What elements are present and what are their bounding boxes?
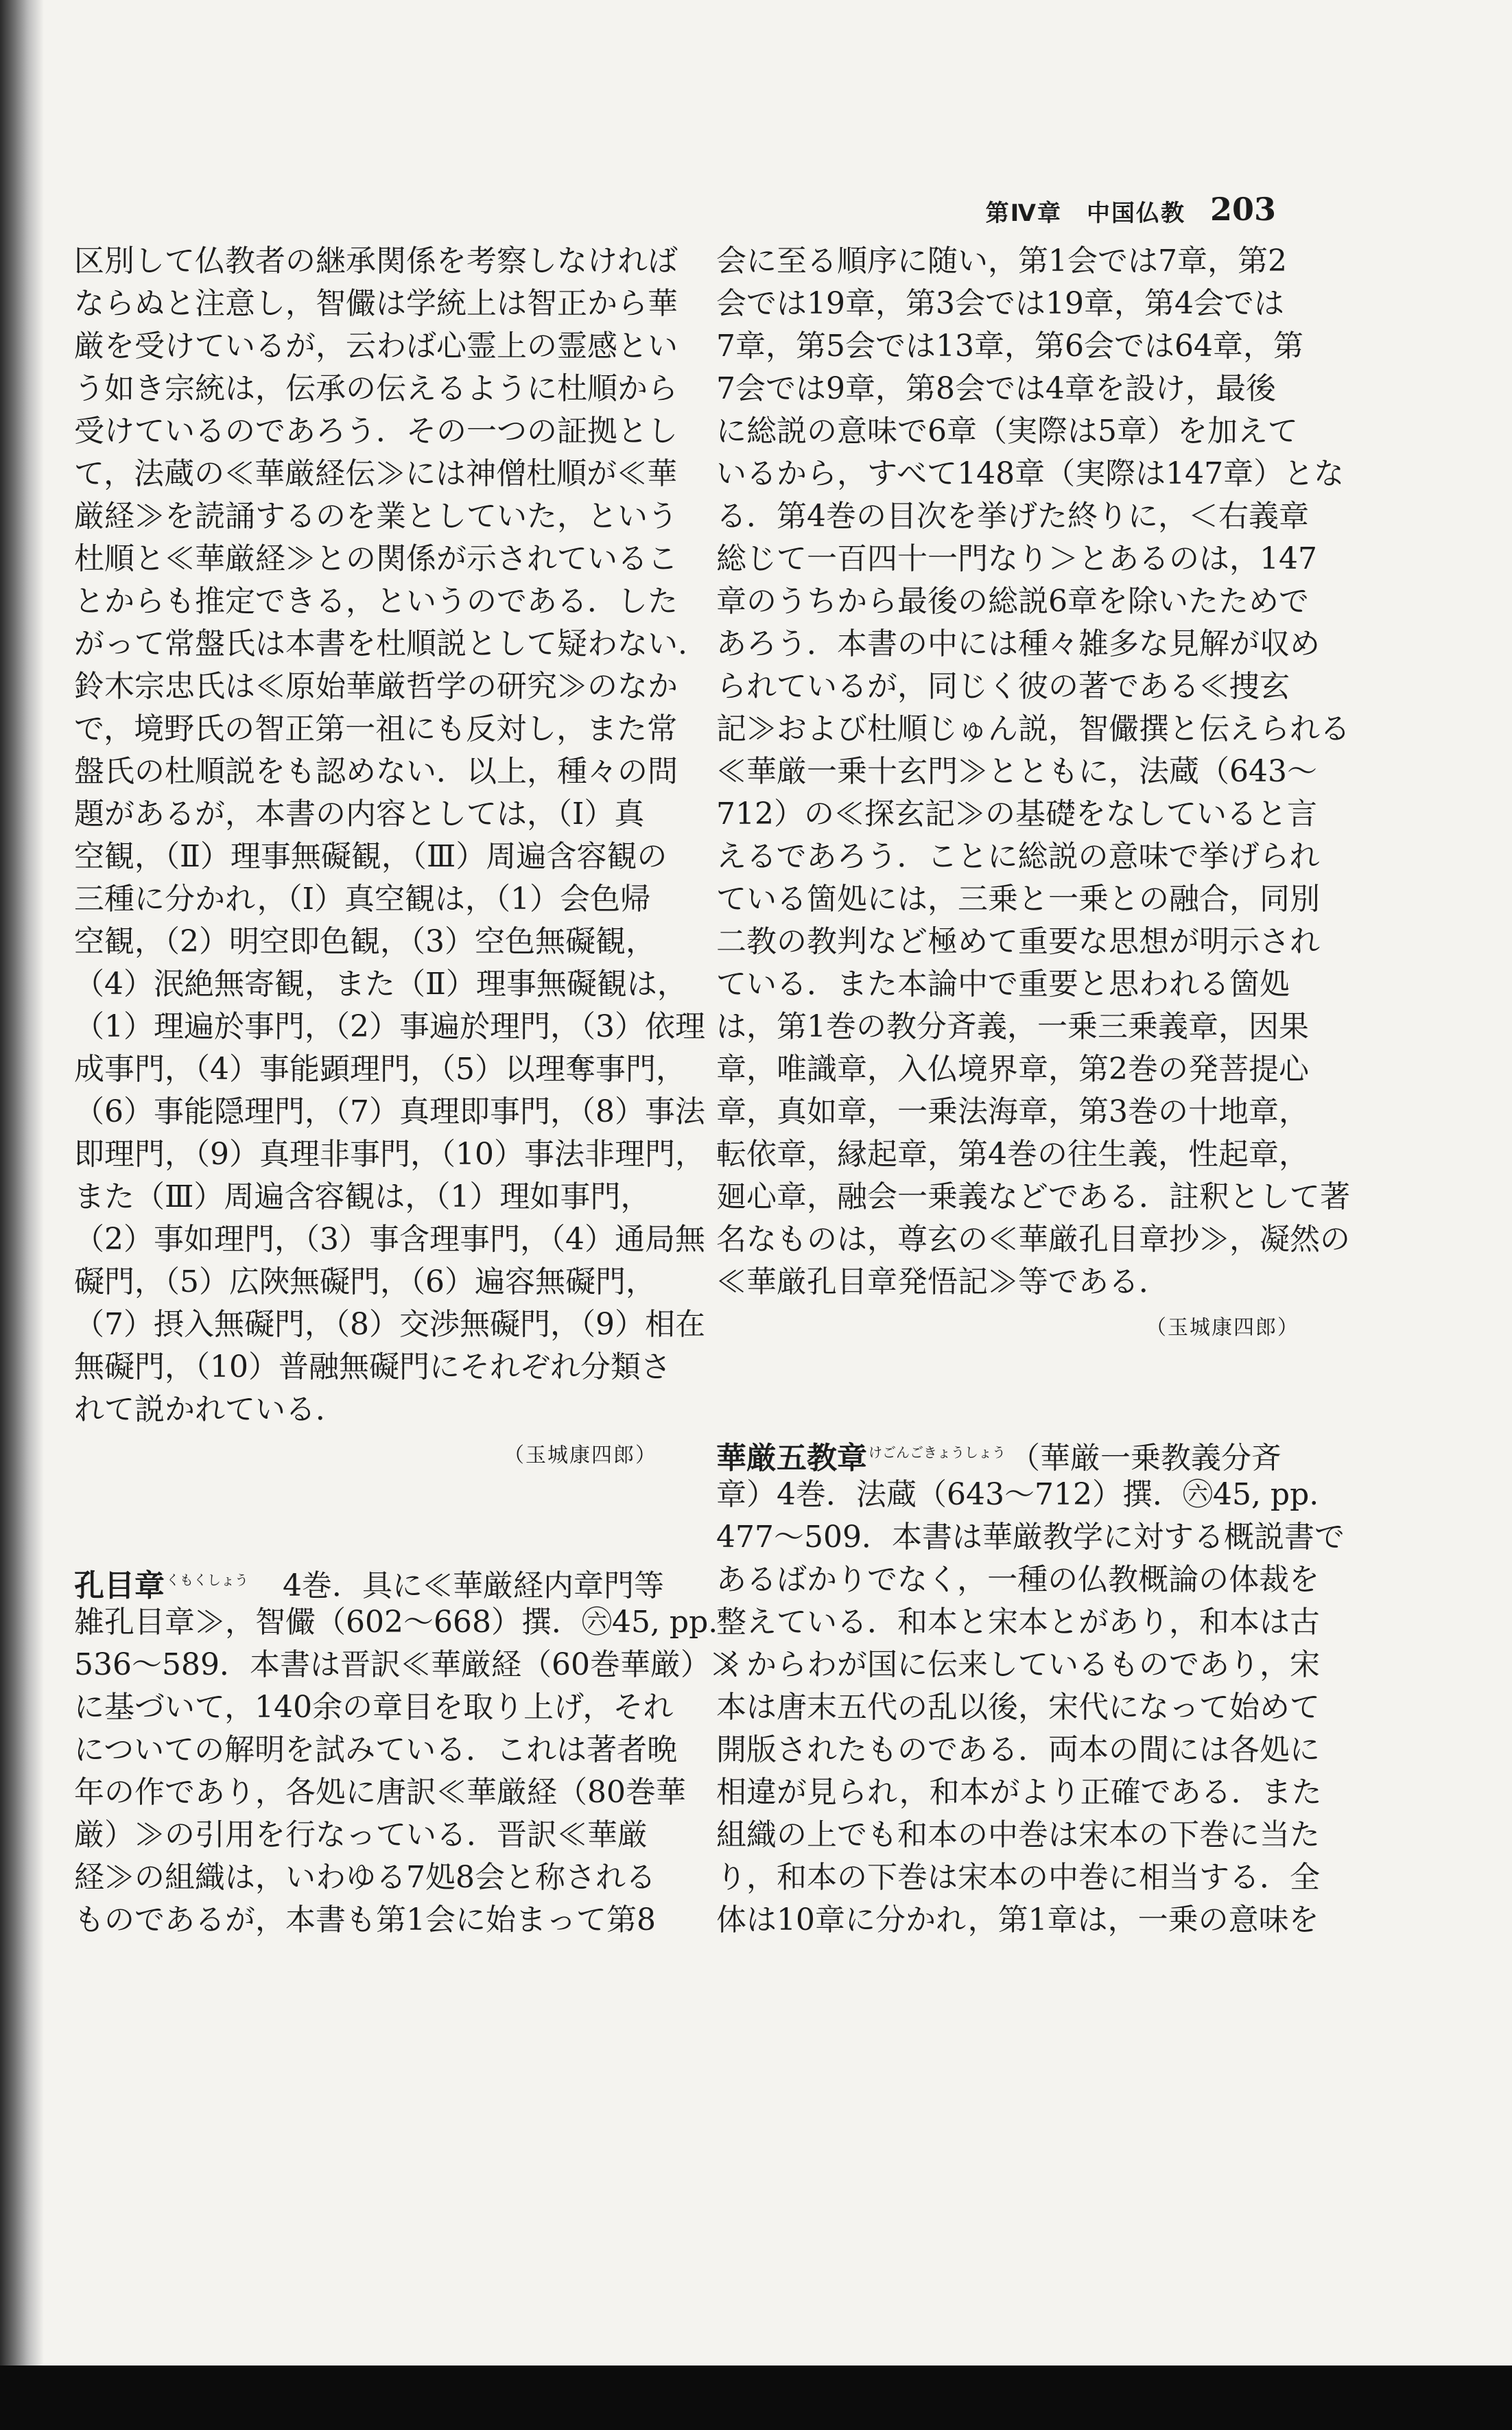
left-column (74, 240, 741, 1942)
signature-right (716, 1304, 1299, 1346)
text-line: 厳経≫を読誦するのを業としていた，という (74, 499, 678, 534)
left-paragraph-2 (74, 1601, 741, 1942)
text-line: （1）理遍於事門，（2）事遍於理門，（3）依理 (74, 1009, 705, 1044)
text-line: ものであるが，本書も第1会に始まって第8 (74, 1902, 656, 1937)
text-line: ≪華厳一乗十玄門≫とともに，法蔵（643～ (716, 754, 1317, 789)
right-paragraph-1 (716, 240, 1350, 1304)
text-line: 三種に分かれ，（Ⅰ）真空観は，（1）会色帰 (74, 882, 651, 917)
author-signature: （玉城康四郎） (1146, 1316, 1299, 1340)
text-line: 相違が見られ，和本がより正確である．また (716, 1775, 1322, 1810)
text-line: に総説の意味で6章（実際は5章）を加えて (716, 414, 1298, 449)
text-line: 712）の≪探玄記≫の基礎をなしていると言 (716, 797, 1317, 831)
text-line: 477～509．本書は華厳教学に対する概説書で (716, 1520, 1345, 1555)
text-line: （4）泯絶無寄観，また（Ⅱ）理事無礙観は， (74, 967, 687, 1002)
text-line: 空観，（Ⅱ）理事無礙観，（Ⅲ）周遍含容観の (74, 839, 668, 874)
text-line: 名なものは，尊玄の≪華厳孔目章抄≫，凝然の (716, 1222, 1350, 1257)
text-line: 空観，（2）明空即色観，（3）空色無礙観， (74, 924, 656, 959)
text-line: 盤氏の杜順説をも認めない．以上，種々の問 (74, 754, 678, 789)
entry-heading-kegon-gokyosho (716, 1431, 1299, 1474)
text-line: とからも推定できる，というのである．した (74, 584, 678, 619)
text-line: 記≫および杜順じゅん説，智儼撰と伝えられる (716, 711, 1350, 746)
text-line: ≪華厳孔目章発悟記≫等である． (716, 1264, 1169, 1299)
text-line: 総じて一百四十一門なり＞とあるのは，147 (716, 541, 1317, 576)
text-line: 7会では9章，第8会では4章を設け，最後 (716, 371, 1276, 406)
running-header (892, 180, 1276, 228)
entry-title: 孔目章 (74, 1568, 165, 1603)
text-line: （6）事能隠理門，（7）真理即事門，（8）事法 (74, 1094, 705, 1129)
text-line: 題があるが，本書の内容としては，（Ⅰ）真 (74, 797, 645, 831)
text-line: 即理門，（9）真理非事門，（10）事法非理門， (74, 1137, 705, 1172)
text-line: 年の作であり，各処に唐訳≪華厳経（80巻華 (74, 1775, 686, 1810)
text-line: 章のうちから最後の総説6章を除いたためで (716, 584, 1309, 619)
text-line: 7章，第5会では13章，第6会では64章，第 (716, 329, 1303, 364)
text-line: がって常盤氏は本書を杜順説として疑わない. (74, 626, 687, 661)
text-line: 二教の教判など極めて重要な思想が明示され (716, 924, 1320, 959)
text-line: 会では19章，第3会では19章，第4会では (716, 286, 1284, 321)
right-column (716, 240, 1350, 1942)
author-signature: （玉城康四郎） (504, 1443, 657, 1467)
entry-gap (74, 1474, 657, 1559)
text-line: いるから，すべて148章（実際は147章）とな (716, 456, 1345, 491)
left-paragraph-1 (74, 240, 705, 1431)
text-line: えるであろう．ことに総説の意味で挙げられ (716, 839, 1320, 874)
chapter-title: 第Ⅳ章 中国仏教 (985, 200, 1185, 227)
scan-binding-shadow (0, 0, 44, 2430)
text-line: あるばかりでなく，一種の仏教概論の体裁を (716, 1562, 1320, 1597)
text-line: あろう．本書の中には種々雑多な見解が収め (716, 626, 1320, 661)
text-line: 成事門，（4）事能顕理門，（5）以理奪事門， (74, 1052, 686, 1087)
entry-ruby: けごんごきょうしょう (869, 1444, 1006, 1461)
text-line: は，第1巻の教分斉義，一乗三乗義章，因果 (716, 1009, 1309, 1044)
text-line: 礙門，（5）広陜無礙門，（6）遍容無礙門， (74, 1264, 656, 1299)
text-line: に基づいて，140余の章目を取り上げ，それ (74, 1690, 674, 1725)
text-line: 会に至る順序に随い，第1会では7章，第2 (716, 244, 1287, 279)
right-paragraph-2 (716, 1474, 1345, 1942)
text-line: 厳）≫の引用を行なっている．晋訳≪華厳 (74, 1817, 648, 1852)
text-line: 章）4巻．法蔵（643～712）撰．㊅45, pp. (716, 1477, 1319, 1512)
text-line: ならぬと注意し，智儼は学統上は智正から華 (74, 286, 678, 321)
text-line: う如き宗統は，伝承の伝えるように杜順から (74, 371, 678, 406)
entry-gap (716, 1346, 1299, 1431)
text-line: くからわが国に伝来しているものであり，宋 (716, 1647, 1320, 1682)
text-line: 受けているのであろう．その一つの証拠とし (74, 414, 678, 449)
text-line: 転依章，縁起章，第4巻の往生義，性起章， (716, 1137, 1309, 1172)
text-line: 組織の上でも和本の中巻は宋本の下巻に当た (716, 1817, 1320, 1852)
text-line: れて説かれている． (74, 1392, 346, 1427)
text-line: についての解明を試みている．これは著者晩 (74, 1732, 678, 1767)
text-line: て，法蔵の≪華厳経伝≫には神僧杜順が≪華 (74, 456, 678, 491)
text-line: 廻心章，融会一乗義などである．註釈として著 (716, 1179, 1350, 1214)
text-line: ている箇処には，三乗と一乗との融合，同別 (716, 882, 1320, 917)
entry-title: 華厳五教章 (716, 1441, 867, 1476)
entry-first-line-rest: 4巻．具に≪華厳経内章門等 (252, 1568, 664, 1603)
text-line: 章，唯識章，入仏境界章，第2巻の発菩提心 (716, 1052, 1309, 1087)
text-line: 無礙門，（10）普融無礙門にそれぞれ分類さ (74, 1349, 671, 1384)
text-line: （2）事如理門，（3）事含理事門，（4）通局無 (74, 1222, 705, 1257)
text-line: ている．また本論中で重要と思われる箇処 (716, 967, 1290, 1002)
text-line: （7）摂入無礙門，（8）交渉無礙門，（9）相在 (74, 1307, 705, 1342)
entry-heading-kumokusho (74, 1559, 664, 1603)
signature-left (74, 1431, 657, 1474)
text-line: 章，真如章，一乗法海章，第3巻の十地章， (716, 1094, 1309, 1129)
text-line: 経≫の組織は，いわゆる7処8会と称される (74, 1860, 656, 1895)
text-line: で，境野氏の智正第一祖にも反対し，また常 (74, 711, 678, 746)
entry-first-line-rest: （華厳一乗教義分斉 (1010, 1441, 1281, 1476)
text-line: 雑孔目章≫，智儼（602～668）撰．㊅45, pp. (74, 1605, 718, 1640)
text-line: 杜順と≪華厳経≫との関係が示されているこ (74, 541, 678, 576)
text-line: 区別して仏教者の継承関係を考察しなければ (74, 244, 678, 279)
page-number: 203 (1209, 191, 1276, 228)
text-line: 厳を受けているが，云わば心霊上の霊感とい (74, 329, 678, 364)
scan-bottom-border (0, 2366, 1512, 2430)
text-line: り，和本の下巻は宋本の中巻に相当する．全 (716, 1860, 1320, 1895)
entry-ruby: くもくしょう (166, 1572, 248, 1588)
text-line: 体は10章に分かれ，第1章は，一乗の意味を (716, 1902, 1319, 1937)
text-line: 本は唐末五代の乱以後，宋代になって始めて (716, 1690, 1320, 1725)
text-line: られているが，同じく彼の著である≪捜玄 (716, 669, 1290, 704)
text-line: 整えている．和本と宋本とがあり，和本は古 (716, 1605, 1320, 1640)
text-line: る．第4巻の目次を挙げた終りに，＜右義章 (716, 499, 1309, 534)
text-line: 開版されたものである．両本の間には各処に (716, 1732, 1320, 1767)
text-line: 536～589．本書は晋訳≪華厳経（60巻華厳）≫ (74, 1647, 741, 1682)
text-line: また（Ⅲ）周遍含容観は，（1）理如事門， (74, 1179, 651, 1214)
text-line: 鈴木宗忠氏は≪原始華厳哲学の研究≫のなか (74, 669, 678, 704)
